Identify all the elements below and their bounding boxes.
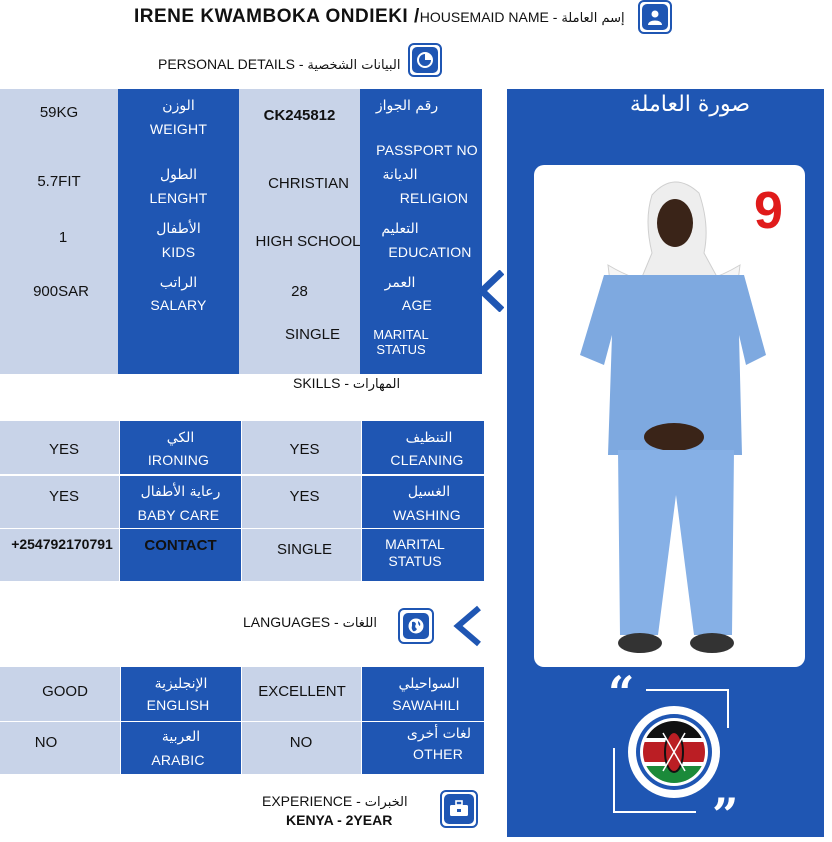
age-label-en: AGE [401,297,433,313]
marital-label-en: MARITAL STATUS [373,327,429,357]
swahili-label-ar: السواحيلي [398,676,460,692]
education-label-en: EDUCATION [388,244,472,260]
pie-chart-icon [408,43,442,77]
kenya-flag-emblem [627,705,721,799]
english-label-en: ENGLISH [146,697,210,713]
babycare-label-ar: رعاية الأطفال [140,484,221,500]
babycare-label-en: BABY CARE [137,507,220,523]
kids-label-ar: الأطفال [156,221,201,237]
education-label-ar: التعليم [381,221,419,237]
quote-open-icon: “ [608,666,635,720]
age-label-ar: العمر [384,275,416,291]
religion-value: CHRISTIAN [268,174,349,192]
person-icon [638,0,672,34]
arabic-label-en: ARABIC [151,752,205,768]
passport-label-ar: رقم الجواز [375,98,439,114]
cleaning-label-en: CLEANING [390,452,464,468]
height-label-ar: الطول [159,167,198,183]
other-value: NO [289,733,313,751]
worker-name: IRENE KWAMBOKA ONDIEKI / [134,6,420,27]
cleaning-value: YES [289,440,320,458]
experience-heading: EXPERIENCE - الخبرات [262,793,408,810]
skills-heading: SKILLS - المهارات [293,375,401,392]
age-value: 28 [291,282,308,300]
experience-value: KENYA - 2YEAR [286,812,393,828]
skills-marital-value: SINGLE [276,540,333,558]
quote-close-icon: ” [712,788,739,842]
worker-photo-card [534,165,805,667]
name-label-ar: إسم العاملة [561,11,625,26]
cleaning-label-ar: التنظيف [405,430,453,446]
religion-label-en: RELIGION [399,190,469,206]
kids-label-en: KIDS [161,244,196,260]
height-label-en: LENGHT [149,190,208,206]
arabic-value: NO [34,733,58,751]
weight-label-ar: الوزن [162,98,195,114]
contact-label: CONTACT [144,536,217,554]
globe-icon [398,608,434,644]
other-label-en: OTHER [413,746,463,762]
ironing-value: YES [48,440,79,458]
washing-value: YES [289,487,320,505]
english-label-ar: الإنجليزية [154,676,208,692]
skills-marital-label: MARITAL STATUS [385,536,445,569]
babycare-value: YES [48,487,79,505]
weight-value: 59KG [39,103,79,121]
contact-value: +254792170791 [11,536,113,552]
swahili-value: EXCELLENT [258,682,346,700]
other-label-ar: لغات أخرى [406,726,472,742]
height-value: 5.7FIT [37,172,81,190]
marital-value: SINGLE [284,325,341,343]
religion-label-ar: الديانة [382,167,418,183]
languages-heading: LANGUAGES - اللغات [243,614,377,631]
education-value: HIGH SCHOOL [255,232,361,250]
weight-label-en: WEIGHT [149,121,208,137]
arrow-left-icon [478,270,504,312]
photo-panel-title: صورة العاملة [629,92,751,117]
salary-label-ar: الراتب [159,275,198,291]
ironing-label-en: IRONING [147,452,210,468]
salary-value: 900SAR [33,282,89,300]
english-value: GOOD [42,682,88,700]
personal-details-heading: PERSONAL DETAILS - البيانات الشخصية [158,56,401,73]
ironing-label-ar: الكي [166,430,195,446]
briefcase-icon [440,790,478,828]
passport-value: CK245812 [263,106,336,124]
washing-label-en: WASHING [393,507,461,523]
kids-value: 1 [58,228,68,246]
washing-label-ar: الغسيل [407,484,451,500]
swahili-label-en: SAWAHILI [392,697,460,713]
salary-label-en: SALARY [150,297,207,313]
worker-number: 9 [754,182,783,240]
arrow-left-icon-languages [452,605,482,647]
header-title [134,6,625,28]
name-label-en: HOUSEMAID NAME - [419,9,562,25]
passport-label-en: PASSPORT NO [376,142,478,158]
arabic-label-ar: العربية [161,729,201,745]
